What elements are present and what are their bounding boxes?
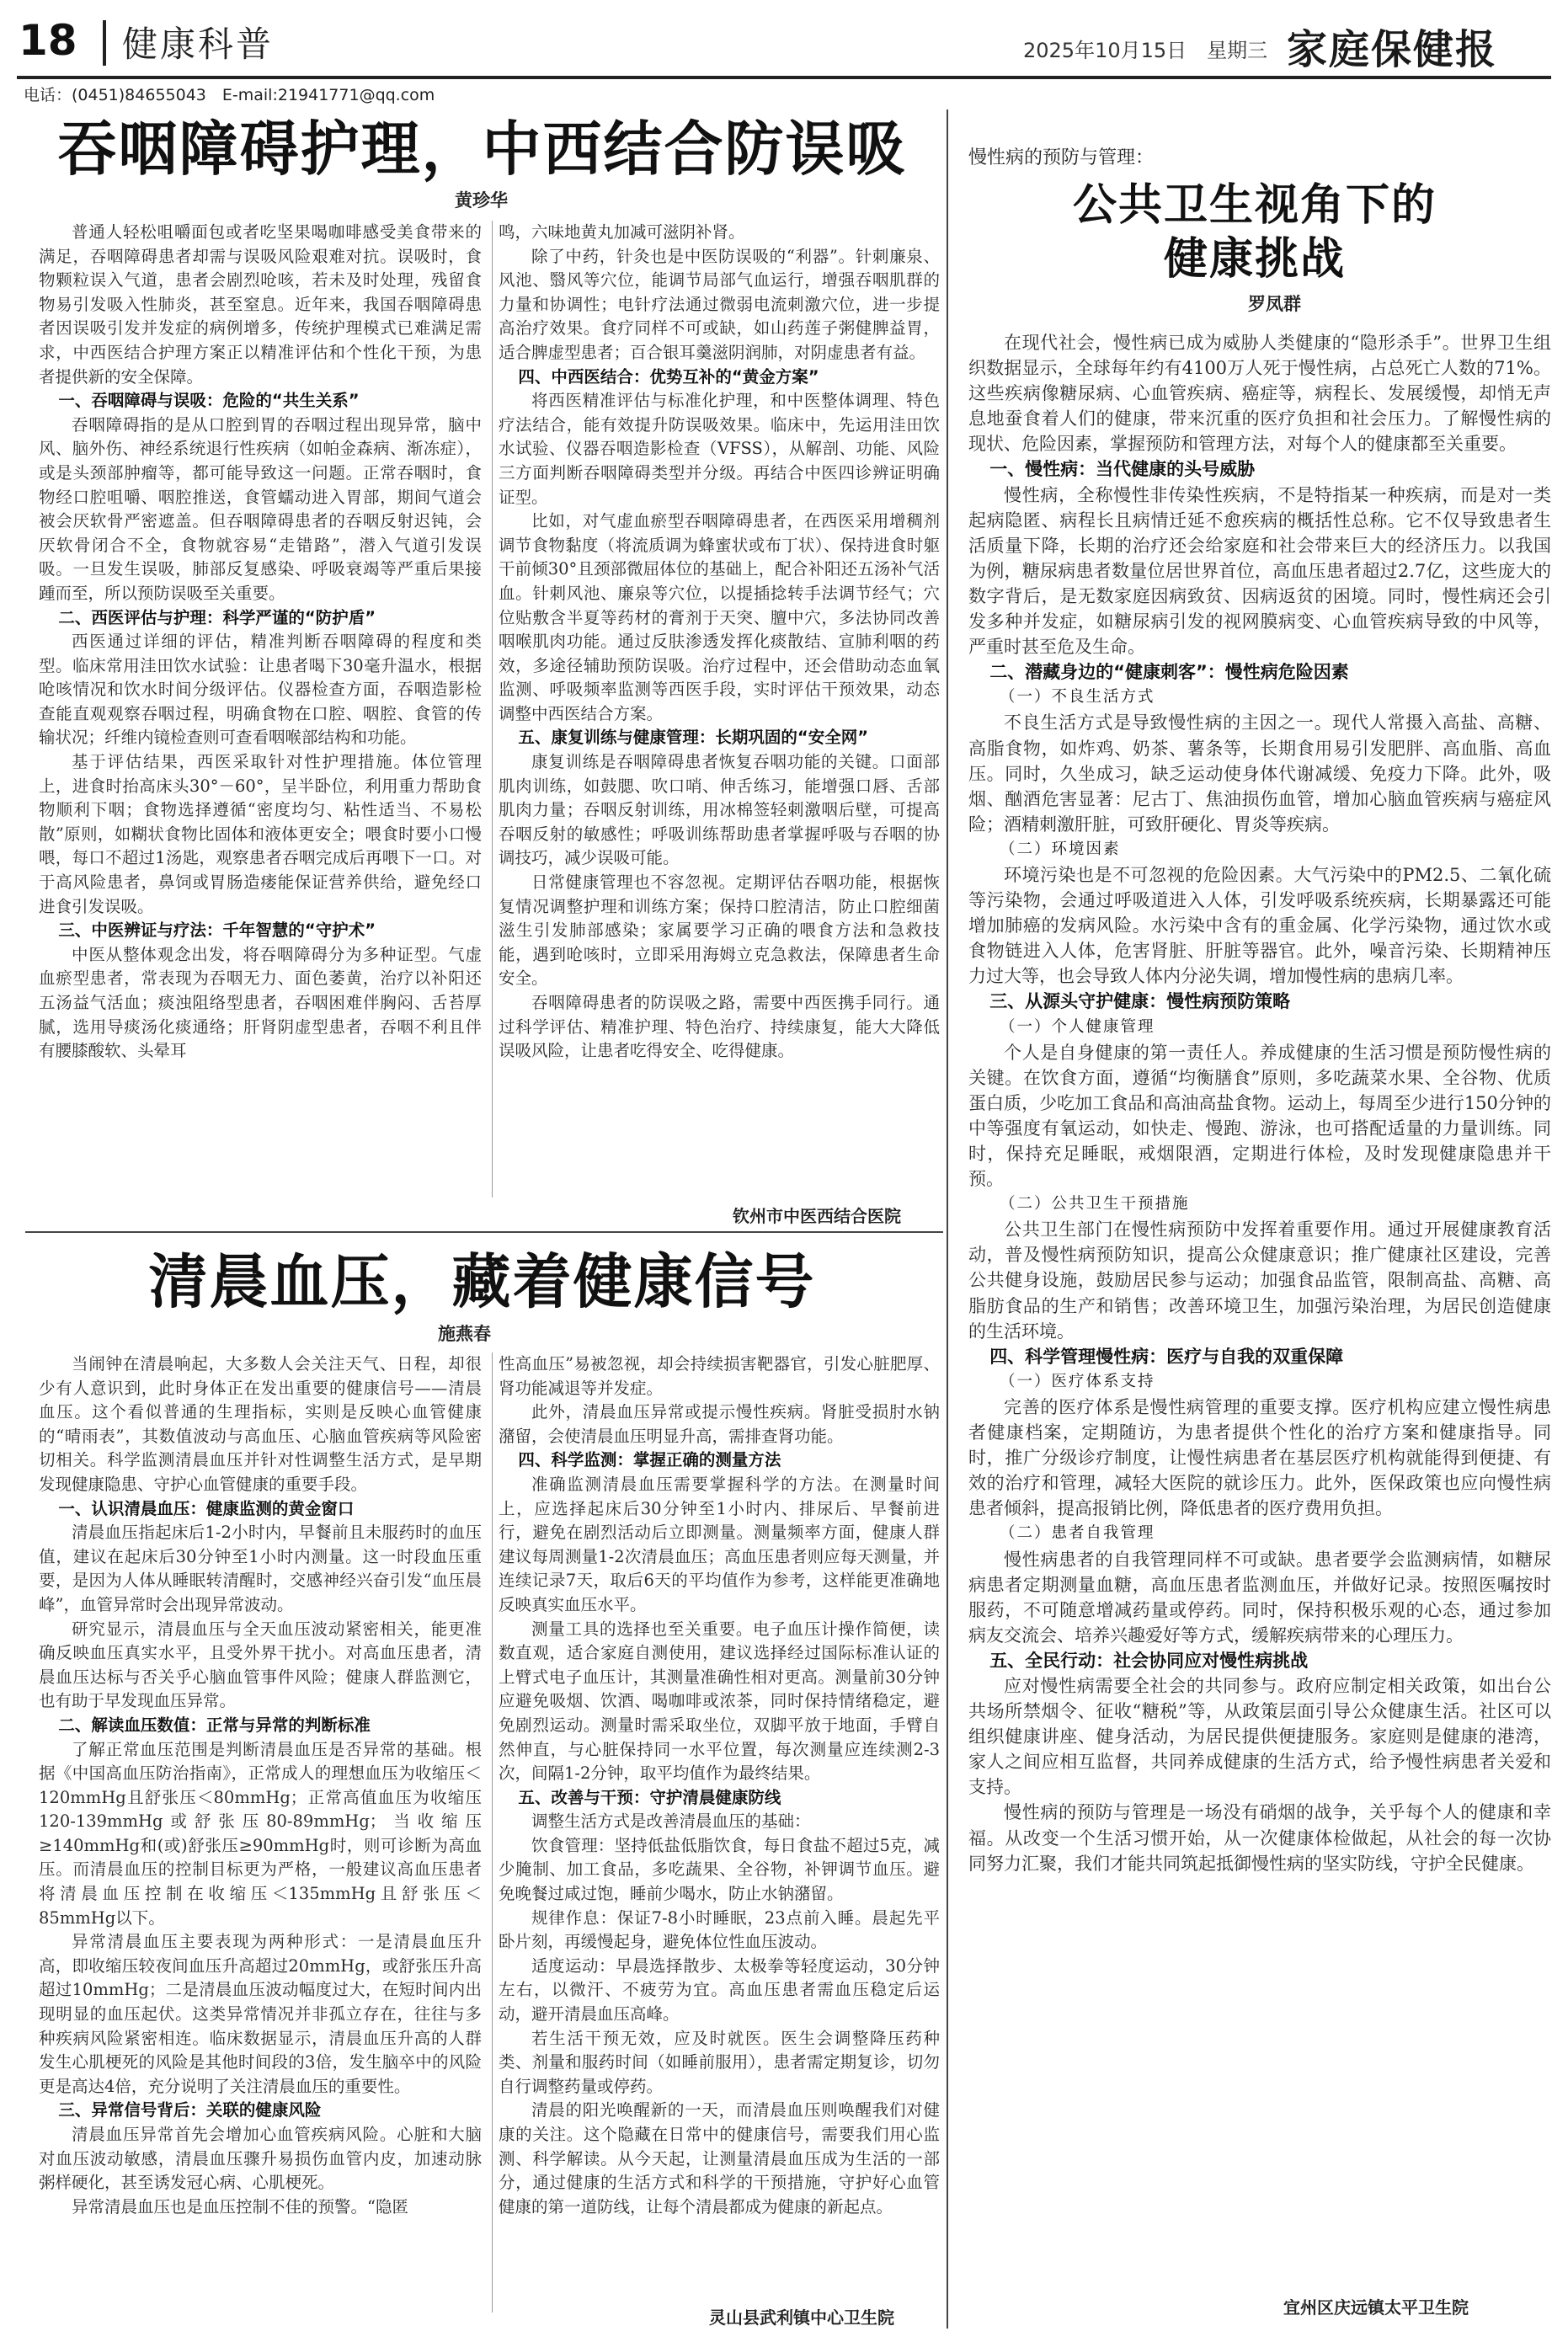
- paragraph: 中医从整体观念出发，将吞咽障碍分为多种证型。气虚血瘀型患者，常表现为吞咽无力、面色萎黄，治疗以补阳还五汤益气活血；痰浊阻络型患者，吞咽困难伴胸闷、舌苔厚腻，选用导痰汤化痰通络；肝肾阴虚型患者，吞咽不利且伴有腰膝酸软、头晕耳: [39, 944, 482, 1061]
- subheading: 一、认识清晨血压：健康监测的黄金窗口: [58, 1498, 355, 1518]
- paragraph: 慢性病，全称慢性非传染性疾病，不是特指某一种疾病，而是对一类起病隐匿、病程长且病情迁延不愈疾病的概括性总称。它不仅导致患者生活质量下降，长期的治疗还会给家庭和社会带来巨大的经济压力。以我国为例，糖尿病患者数量位居世界首位，高血压患者超过2.7亿，这些庞大的数字背后，是无数家庭因病致贫、因病返贫的困境。同时，慢性病还会引发多种并发症，如糖尿病引发的视网膜病变、心血管疾病导致的中风等，严重时甚至危及生命。: [968, 484, 1551, 658]
- paragraph: 此外，清晨血压异常或提示慢性疾病。肾脏受损肘水钠潴留，会使清晨血压明显升高，需排查肾功能。: [499, 1402, 940, 1446]
- paragraph: 环境污染也是不可忽视的危险因素。大气污染中的PM2.5、二氧化硫等污染物，会通过呼吸道进入人体，引发呼吸系统疾病，长期暴露还可能增加肺癌的发病风险。水污染中含有的重金属、化学污染物，通过饮水或食物链进入人体，危害肾脏、肝脏等器官。此外，噪音污染、长期精神压力过大等，也会导致人体内分泌失调，增加慢性病的患病几率。: [968, 864, 1551, 987]
- article2-column-2: [499, 1352, 940, 2286]
- article2-author: 施燕春: [438, 1324, 491, 1344]
- paragraph: 清晨的阳光唤醒新的一天，而清晨血压则唤醒我们对健康的关注。这个隐藏在日常中的健康信号，需要我们用心监测、科学解读。从今天起，让测量清晨血压成为生活的一部分，通过健康的生活方式和科学的干预措施，守护好心血管健康的第一道防线，让每个清晨都成为健康的新起点。: [499, 2100, 940, 2217]
- subheading: 二、解读血压数值：正常与异常的判断标准: [58, 1715, 371, 1735]
- subheading: 二、西医评估与护理：科学严谨的“防护盾”: [58, 607, 376, 627]
- subheading: 三、异常信号背后：关联的健康风险: [58, 2100, 322, 2121]
- paragraph: 将西医精准评估与标准化护理，和中医整体调理、特色疗法结合，能有效提升防误吸效果。临床中，先运用洼田饮水试验、仪器吞咽造影检查（VFSS），从解剖、功能、风险三方面判断吞咽障碍类型并分级。再结合中医四诊辨证明确证型。: [499, 391, 940, 507]
- article1-column-rule: [492, 221, 493, 1198]
- paragraph: 异常清晨血压主要表现为两种形式：一是清晨血压升高，即收缩压较夜间血压升高超过20mmHg，或舒张压升高超过10mmHg；二是清晨血压波动幅度过大，在短时间内出现明显的血压起伏。这类异常情况并非孤立存在，往往与多种疾病风险紧密相连。临床数据显示，清晨血压升高的人群发生心肌梗死的风险是其他时间段的3倍，发生脑卒中的风险更是高达4倍，充分说明了关注清晨血压的重要性。: [39, 1932, 482, 2096]
- paragraph: 西医通过详细的评估，精准判断吞咽障碍的程度和类型。临床常用洼田饮水试验：让患者喝下30毫升温水，根据呛咳情况和饮水时间分级评估。仪器检查方面，吞咽造影检查能直观观察吞咽过程，明确食物在口腔、咽腔、食管的传输状况；纤维内镜检查则可查看咽喉部结构和功能。: [39, 632, 482, 748]
- paragraph: 测量工具的选择也至关重要。电子血压计操作简便，读数直观，适合家庭自测使用，建议选择经过国际标准认证的上臂式电子血压计，其测量准确性相对更高。测量前30分钟应避免吸烟、饮酒、喝咖啡或浓茶，同时保持情绪稳定，避免剧烈运动。测量时需采取坐位，双脚平放于地面，手臂自然伸直，与心脏保持同一水平位置，每次测量应连续测2-3次，间隔1-2分钟，取平均值作为最终结果。: [499, 1619, 940, 1784]
- article3-source: 宜州区庆远镇太平卫生院: [1283, 2297, 1469, 2318]
- article-separator: [25, 1231, 943, 1233]
- subheading: 三、中医辨证与疗法：千年智慧的“守护术”: [58, 920, 376, 941]
- paragraph: 除了中药，针灸也是中医防误吸的“利器”。针刺廉泉、风池、翳风等穴位，能调节局部气血运行，增强吞咽肌群的力量和协调性；电针疗法通过微弱电流刺激穴位，进一步提高治疗效果。食疗同样不可或缺，如山药莲子粥健脾益胃，适合脾虚型患者；百合银耳羹滋阴润肺，对阴虚患者有益。: [499, 246, 940, 362]
- sub-subheading: （一）不良生活方式: [1000, 688, 1155, 707]
- paragraph: 吞咽障碍指的是从口腔到胃的吞咽过程出现异常，脑中风、脑外伤、神经系统退行性疾病（如帕金森病、渐冻症），或是头颈部肿瘤等，都可能导致这一问题。正常吞咽时，食物经口腔咀嚼、咽腔推送，食管蠕动进入胃部，期间气道会被会厌软骨严密遮盖。但吞咽障碍患者的吞咽反射迟钝，会厌软骨闭合不全，食物就容易“走错路”，潜入气道引发误吸。一旦发生误吸，肺部反复感染、呼吸衰竭等严重后果接踵而至，所以预防误吸至关重要。: [39, 414, 482, 603]
- paragraph: 若生活干预无效，应及时就医。医生会调整降压药种类、剂量和服药时间（如睡前服用），患者需定期复诊，切勿自行调整药量或停药。: [499, 2028, 940, 2096]
- subheading: 一、吞咽障碍与误吸：危险的“共生关系”: [58, 391, 360, 411]
- paragraph: 康复训练是吞咽障碍患者恢复吞咽功能的关键。口面部肌肉训练，如鼓腮、吹口哨、伸舌练习，能增强口唇、舌部肌肉力量；吞咽反射训练，用冰棉签轻刺激咽后壁，可提高吞咽反射的敏感性；呼吸训练帮助患者掌握呼吸与吞咽的协调技巧，减少误吸可能。: [499, 752, 940, 868]
- page-number-divider: [103, 20, 106, 66]
- article3-body: [968, 330, 1551, 2289]
- paragraph: 慢性病的预防与管理是一场没有硝烟的战争，关乎每个人的健康和幸福。从改变一个生活习惯开始，从一次健康体检做起，从社会的每一次协同努力汇聚，我们才能共同筑起抵御慢性病的坚实防线，守护全民健康。: [968, 1802, 1551, 1874]
- paragraph: 日常健康管理也不容忽视。定期评估吞咽功能，根据恢复情况调整护理和训练方案；保持口腔清洁，防止口腔细菌滋生引发肺部感染；家属要学习正确的喂食方法和急救技能，遇到呛咳时，立即采用海姆立克急救法，保障患者生命安全。: [499, 872, 940, 989]
- paragraph: 准确监测清晨血压需要掌握科学的方法。在测量时间上，应选择起床后30分钟至1小时内、排尿后、早餐前进行，避免在剧烈活动后立即测量。测量频率方面，健康人群建议每周测量1-2次清晨血压；高血压患者则应每天测量，并连续记录7天，取后6天的平均值作为参考，这样能更准确地反映真实血压水平。: [499, 1474, 940, 1614]
- article1-author: 黄珍华: [455, 190, 508, 211]
- subheading: 四、科学管理慢性病：医疗与自我的双重保障: [989, 1346, 1344, 1367]
- article3-title-line1: 公共卫生视角下的: [1072, 179, 1437, 231]
- sub-subheading: （二）环境因素: [1000, 840, 1121, 858]
- article1-column-1: [39, 221, 482, 1198]
- article2-column-rule: [492, 1352, 493, 2313]
- paragraph: 吞咽障碍患者的防误吸之路，需要中西医携手同行。通过科学评估、精准护理、特色治疗、持续康复，能大大降低误吸风险，让患者吃得安全、吃得健康。: [499, 993, 940, 1061]
- article2-title: 清晨血压，藏着健康信号: [148, 1246, 816, 1316]
- paragraph: 清晨血压指起床后1-2小时内，早餐前且未服药时的血压值，建议在起床后30分钟至1小时内测量。这一时段血压重要，是因为人体从睡眠转清醒时，交感神经兴奋引发“血压晨峰”，血管异常时会出现异常波动。: [39, 1523, 482, 1614]
- paragraph: 调整生活方式是改善清晨血压的基础：: [531, 1811, 811, 1832]
- paragraph: 个人是自身健康的第一责任人。养成健康的生活习惯是预防慢性病的关键。在饮食方面，遵循“均衡膳食”原则，多吃蔬菜水果、全谷物、优质蛋白质，少吃加工食品和高油高盐食物。运动上，每周至少进行150分钟的中等强度有氧运动，如快走、慢跑、游泳，也可搭配适量的力量训练。同时，保持充足睡眠，戒烟限酒，定期进行体检，及时发现健康隐患并干预。: [968, 1042, 1551, 1190]
- sub-subheading: （二）公共卫生干预措施: [1000, 1195, 1190, 1214]
- paragraph: 了解正常血压范围是判断清晨血压是否异常的基础。根据《中国高血压防治指南》，正常成人的理想血压为收缩压＜120mmHg且舒张压＜80mmHg；正常高值血压为收缩压120-139mmHg或舒张压80-89mmHg；当收缩压≥140mmHg和(或)舒张压≥90mmHg时，则可诊断为高血压。而清晨血压的控制目标更为严格，一般建议高血压患者将清晨血压控制在收缩压＜135mmHg且舒张压＜85mmHg以下。: [39, 1739, 482, 1928]
- subheading: 一、慢性病：当代健康的头号威胁: [989, 459, 1256, 480]
- sub-subheading: （二）患者自我管理: [1000, 1524, 1155, 1543]
- paragraph: 应对慢性病需要全社会的共同参与。政府应制定相关政策，如出台公共场所禁烟令、征收“糖税”等，从政策层面引导公众健康生活。社区可以组织健康讲座、健身活动，为居民提供便捷服务。家庭则是健康的港湾，家人之间应相互监督，共同养成健康的生活方式，给予慢性病患者关爱和支持。: [968, 1675, 1551, 1798]
- subheading: 五、康复训练与健康管理：长期巩固的“安全网”: [518, 728, 869, 748]
- article3-kicker: 慢性病的预防与管理：: [968, 147, 1155, 168]
- article3-title-line2: 健康挑战: [1163, 233, 1346, 285]
- contact-info: 电话：(0451)84655043 E-mail:21941771@qq.com: [24, 86, 435, 104]
- paragraph: 普通人轻松咀嚼面包或者吃坚果喝咖啡感受美食带来的满足，吞咽障碍患者却需与误吸风险艰难对抗。误吸时，食物颗粒误入气道，患者会剧烈呛咳，若未及时处理，残留食物易引发吸入性肺炎，甚至窒息。近年来，我国吞咽障碍患者因误吸引发并发症的病例增多，传统护理模式已难满足需求，中西医结合护理方案正以精准评估和个性化干预，为患者提供新的安全保障。: [39, 222, 482, 387]
- paragraph: 完善的医疗体系是慢性病管理的重要支撑。医疗机构应建立慢性病患者健康档案，定期随访，为患者提供个性化的治疗方案和健康指导。同时，推广分级诊疗制度，让慢性病患者在基层医疗机构就能得到便捷、有效的治疗和管理，减轻大医院的就诊压力。此外，医保政策也应向慢性病患者倾斜，提高报销比例，降低患者的医疗费用负担。: [968, 1396, 1551, 1519]
- sub-subheading: （一）个人健康管理: [1000, 1017, 1155, 1036]
- issue-date: 2025年10月15日 星期三: [1023, 39, 1268, 62]
- paragraph: 不良生活方式是导致慢性病的主因之一。现代人常摄入高盐、高糖、高脂食物，如炸鸡、奶茶、薯条等，长期食用易引发肥胖、高血脂、高血压。同时，久坐成习，缺乏运动使身体代谢减缓、免疫力下降。此外，吸烟、酗酒危害显著：尼古丁、焦油损伤血管，增加心脑血管疾病与癌症风险；酒精刺激肝脏，可致肝硬化、胃炎等疾病。: [968, 712, 1551, 835]
- paragraph: 研究显示，清晨血压与全天血压波动紧密相关，能更准确反映血压真实水平，且受外界干扰小。对高血压患者，清晨血压达标与否关乎心脑血管事件风险；健康人群监测它，也有助于早发现血压异常。: [39, 1619, 482, 1711]
- article2-source: 灵山县武利镇中心卫生院: [709, 2307, 894, 2328]
- article1-source: 钦州市中医西结合医院: [733, 1206, 901, 1226]
- subheading: 五、全民行动：社会协同应对慢性病挑战: [989, 1650, 1309, 1671]
- article2-column-1: [39, 1352, 482, 2313]
- paragraph: 基于评估结果，西医采取针对性护理措施。体位管理上，进食时抬高床头30°－60°，呈半卧位，利用重力帮助食物顺利下咽；食物选择遵循“密度均匀、粘性适当、不易松散”原则，如糊状食物比固体和液体更安全；喂食时要小口慢喂，每口不超过1汤匙，观察患者吞咽完成后再喂下一口。对于高风险患者，鼻饲或胃肠造瘘能保证营养供给，避免经口进食引发误吸。: [39, 752, 482, 916]
- column-divider: [947, 109, 948, 2329]
- paragraph: 清晨血压异常首先会增加心血管疾病风险。心脏和大脑对血压波动敏感，清晨血压骤升易损伤血管内皮，加速动脉粥样硬化，甚至诱发冠心病、心肌梗死。: [39, 2125, 482, 2193]
- paragraph: 在现代社会，慢性病已成为威胁人类健康的“隐形杀手”。世界卫生组织数据显示，全球每年约有4100万人死于慢性病，占总死亡人数的71%。这些疾病像糖尿病、心血管疾病、癌症等，病程长、发展缓慢，却悄无声息地蚕食着人们的健康，带来沉重的医疗负担和社会压力。了解慢性病的现状、危险因素，掌握预防和管理方法，对每个人的健康都至关重要。: [968, 333, 1551, 455]
- sub-subheading: （一）医疗体系支持: [1000, 1372, 1155, 1390]
- subheading: 四、中西医结合：优势互补的“黄金方案”: [518, 366, 819, 387]
- paragraph: 规律作息：保证7-8小时睡眠，23点前入睡。晨起先平卧片刻，再缓慢起身，避免体位性血压波动。: [499, 1907, 940, 1952]
- article3-author: 罗凤群: [1248, 294, 1301, 314]
- subheading: 三、从源头守护健康：慢性病预防策略: [989, 991, 1291, 1012]
- article1-title: 吞咽障碍护理，中西结合防误吸: [57, 114, 907, 184]
- subheading: 二、潜藏身边的“健康刺客”：慢性病危险因素: [989, 662, 1349, 683]
- paragraph: 异常清晨血压也是血压控制不佳的预警。“隐匿: [72, 2196, 408, 2217]
- paragraph: 当闹钟在清晨响起，大多数人会关注天气、日程，却很少有人意识到，此时身体正在发出重要的健康信号——清晨血压。这个看似普通的生理指标，实则是反映心血管健康的“晴雨表”，其数值波动与高血压、心脑血管疾病等风险密切相关。科学监测清晨血压并针对性调整生活方式，是早期发现健康隐患、守护心血管健康的重要手段。: [39, 1354, 482, 1494]
- paragraph: 适度运动：早晨选择散步、太极拳等轻度运动，30分钟左右，以微汗、不疲劳为宜。高血压患者需血压稳定后运动，避开清晨血压高峰。: [499, 1955, 940, 2025]
- masthead-rule: [17, 76, 1551, 79]
- paragraph: 公共卫生部门在慢性病预防中发挥着重要作用。通过开展健康教育活动，普及慢性病预防知识，提高公众健康意识；推广健康社区建设，完善公共健身设施，鼓励居民参与运动；加强食品监管，限制高盐、高糖、高脂肪食品的生产和销售；改善环境卫生，加强污染治理，为居民创造健康的生活环境。: [968, 1219, 1551, 1342]
- article1-column-2: [499, 221, 940, 1198]
- paragraph: 慢性病患者的自我管理同样不可或缺。患者要学会监测病情，如糖尿病患者定期测量血糖，高血压患者监测血压，并做好记录。按照医嘱按时服药，不可随意增减药量或停药。同时，保持积极乐观的心态，通过参加病友交流会、培养兴趣爱好等方式，缓解疾病带来的心理压力。: [968, 1549, 1551, 1646]
- paragraph-continued: 鸣，六味地黄丸加减可滋阴补肾。: [499, 222, 745, 242]
- section-title: 健康科普: [122, 24, 275, 65]
- paragraph: 饮食管理：坚持低盐低脂饮食，每日食盐不超过5克，减少腌制、加工食品，多吃蔬果、全谷物，补钾调节血压。避免晚餐过咸过饱，睡前少喝水，防止水钠潴留。: [499, 1835, 940, 1904]
- newspaper-name: 家庭保健报: [1287, 26, 1498, 73]
- subheading: 四、科学监测：掌握正确的测量方法: [518, 1450, 781, 1470]
- paragraph-continued: 性高血压”易被忽视，却会持续损害靶器官，引发心脏肥厚、肾功能减退等并发症。: [499, 1354, 940, 1398]
- page-number: 18: [19, 16, 77, 65]
- subheading: 五、改善与干预：守护清晨健康防线: [518, 1787, 781, 1807]
- paragraph: 比如，对气虚血瘀型吞咽障碍患者，在西医采用增稠剂调节食物黏度（将流质调为蜂蜜状或布丁状）、保持进食时躯干前倾30°且颈部微屈体位的基础上，配合补阳还五汤补气活血。针刺风池、廉泉等穴位，以提插捻转手法调节经气；穴位贴敷含半夏等药材的膏剂于天突、膻中穴，多法协同改善咽喉肌肉功能。通过反肤渗透发挥化痰散结、宣肺利咽的药效，多途径辅助预防误吸。治疗过程中，还会借助动态血氧监测、呼吸频率监测等西医手段，实时评估干预效果，动态调整中西医结合方案。: [499, 511, 940, 723]
